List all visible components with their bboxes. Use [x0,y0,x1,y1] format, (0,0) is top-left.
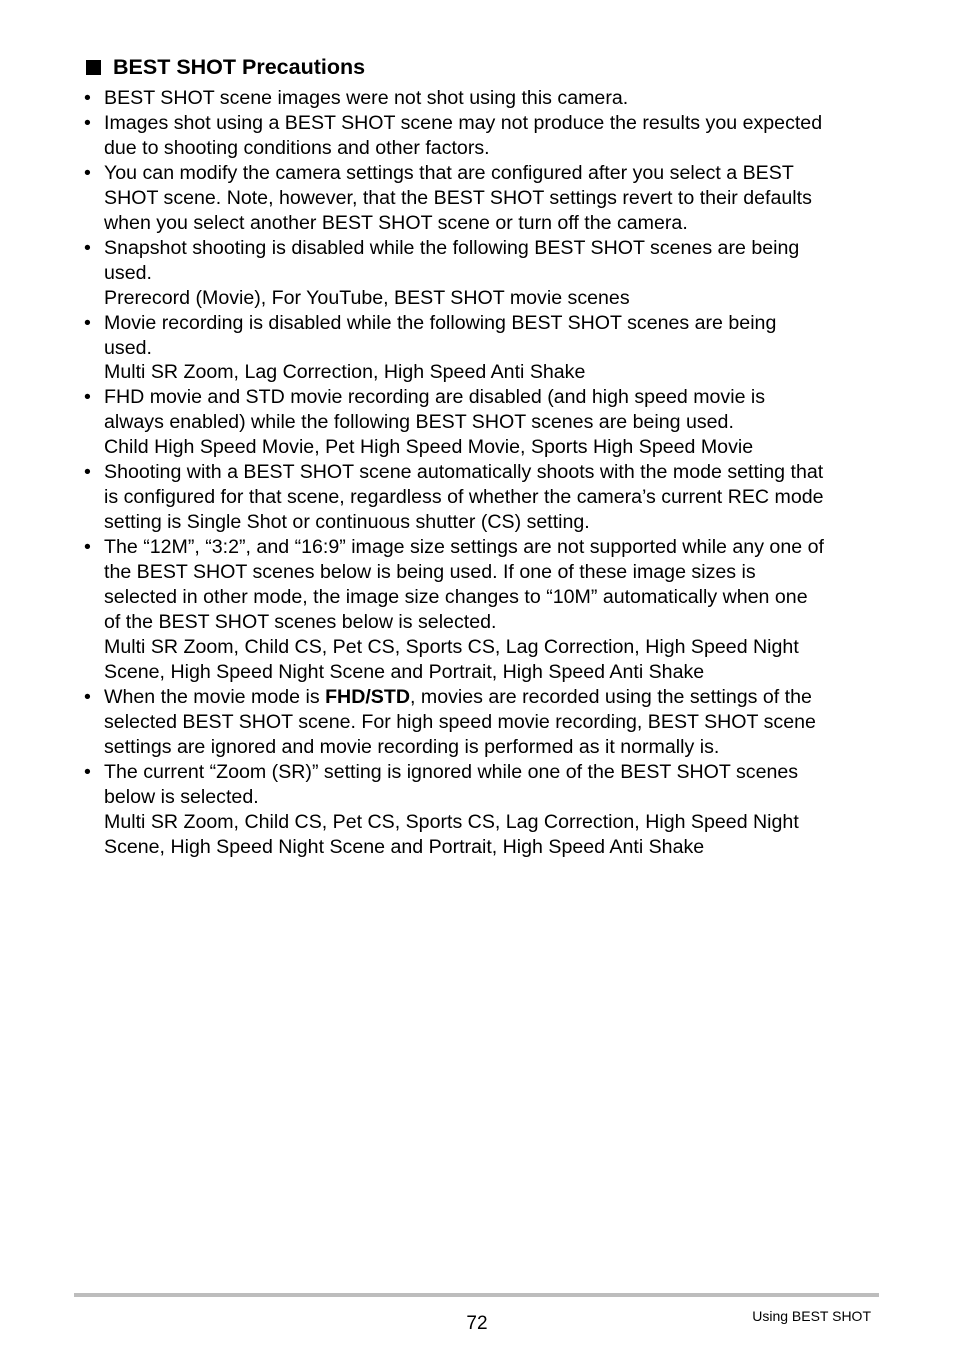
list-item [84,111,874,161]
bullet-dot-icon: • [84,311,91,334]
list-item-line: FHD movie and STD movie recording are disabled (and high speed movie is [104,386,766,409]
section-heading-text: BEST SHOT Precautions [113,55,366,79]
list-item-line: Snapshot shooting is disabled while the following BEST SHOT scenes are being [104,236,800,259]
list-item [84,460,874,535]
bullet-dot-icon: • [84,236,91,259]
line-text: , movies are recorded using the settings of the [409,685,812,708]
line-text: When the movie mode is [104,685,326,708]
list-item [84,311,874,386]
list-item-line: Scene, High Speed Night Scene and Portrait, High Speed Anti Shake [104,835,705,858]
list-item-line: Images shot using a BEST SHOT scene may not produce the results you expected [104,111,823,134]
list-item-line: Child High Speed Movie, Pet High Speed Movie, Sports High Speed Movie [104,436,754,459]
bullet-dot-icon: • [84,386,91,409]
list-item-line: selected BEST SHOT scene. For high speed movie recording, BEST SHOT scene [104,710,816,733]
page-number: 72 [466,1313,488,1334]
list-item-line: selected in other mode, the image size changes to “10M” automatically when one [104,586,808,609]
list-item [84,760,874,860]
list-item-line: SHOT scene. Note, however, that the BEST SHOT settings revert to their defaults [104,186,812,209]
section-heading [84,53,365,81]
list-item-line: Multi SR Zoom, Lag Correction, High Speed Anti Shake [104,361,586,384]
list-item-line [104,685,874,710]
list-item-line: Prerecord (Movie), For YouTube, BEST SHOT movie scenes [104,286,630,309]
list-item [84,161,874,236]
list-item-line: BEST SHOT scene images were not shot using this camera. [104,87,629,109]
list-item-line: Scene, High Speed Night Scene and Portrait, High Speed Anti Shake [104,660,705,683]
bullet-dot-icon: • [84,87,91,109]
list-item-line: below is selected. [104,785,259,808]
list-item-line: Multi SR Zoom, Child CS, Pet CS, Sports CS, Lag Correction, High Speed Night [104,810,799,833]
bullet-dot-icon: • [84,461,91,484]
footer-section-name: Using BEST SHOT [752,1308,871,1324]
list-item-line: Shooting with a BEST SHOT scene automatically shoots with the mode setting that [104,461,824,484]
list-item [84,385,874,460]
list-item-line: setting is Single Shot or continuous shutter (CS) setting. [104,511,590,534]
list-item-line: used. [104,261,152,284]
list-item [84,236,874,311]
list-item-line: always enabled) while the following BEST SHOT scenes are being used. [104,411,734,434]
list-item-line: when you select another BEST SHOT scene or turn off the camera. [104,211,688,234]
list-item [84,685,874,760]
list-item-line: of the BEST SHOT scenes below is selected. [104,611,497,634]
list-item [84,86,874,111]
precautions-list [84,86,874,860]
list-item-line: The current “Zoom (SR)” setting is ignored while one of the BEST SHOT scenes [104,760,799,783]
list-item-line: Movie recording is disabled while the following BEST SHOT scenes are being [104,311,777,334]
bullet-dot-icon: • [84,760,91,783]
list-item-line: the BEST SHOT scenes below is being used. If one of these image sizes is [104,561,756,584]
list-item-line: settings are ignored and movie recording is performed as it normally is. [104,735,720,758]
list-item-line: is configured for that scene, regardless of whether the camera’s current REC mode [104,486,824,509]
square-bullet-icon [86,60,101,75]
list-item [84,535,874,685]
list-item-line: The “12M”, “3:2”, and “16:9” image size settings are not supported while any one of [104,536,824,559]
bullet-dot-icon: • [84,685,91,708]
list-item-line: You can modify the camera settings that are configured after you select a BEST [104,161,794,184]
bullet-dot-icon: • [84,161,91,184]
bullet-dot-icon: • [84,111,91,134]
list-item-line: due to shooting conditions and other factors. [104,136,490,159]
movie-mode-value: FHD/STD [325,685,410,708]
bullet-dot-icon: • [84,536,91,559]
footer-divider [74,1293,879,1297]
list-item-line: used. [104,336,152,359]
list-item-line: Multi SR Zoom, Child CS, Pet CS, Sports CS, Lag Correction, High Speed Night [104,635,799,658]
